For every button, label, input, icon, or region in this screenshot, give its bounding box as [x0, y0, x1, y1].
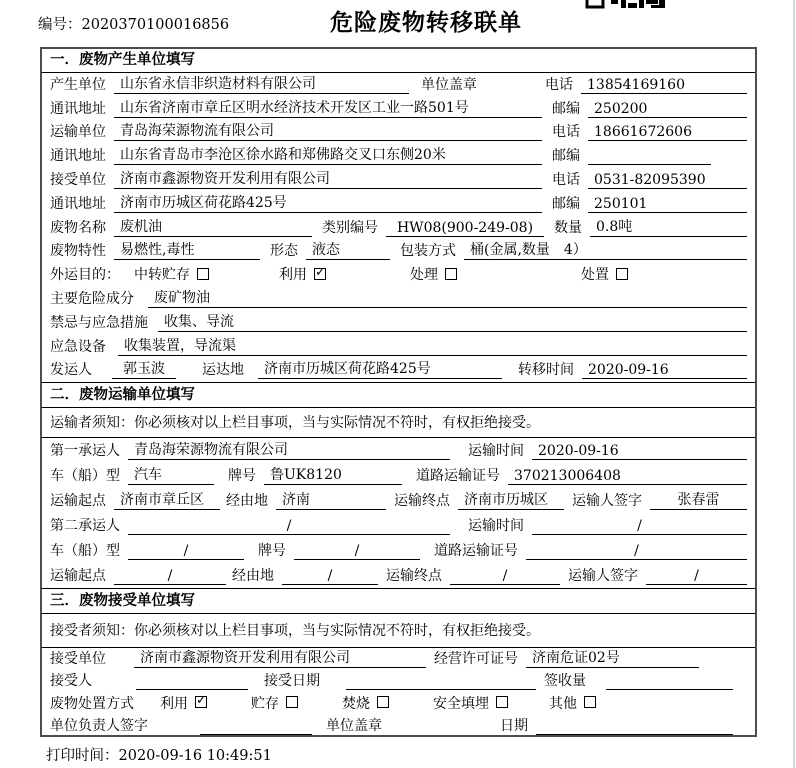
vehicle-type1-label: 车（船）型 — [50, 468, 120, 485]
receiver-notice: 接受者须知：你必须核对以上栏目事项，当与实际情况不符时，有权拒绝接受。 — [42, 614, 755, 648]
option-reuse-label: 利用 — [279, 267, 307, 284]
end1-label: 运输终点 — [394, 493, 450, 510]
accept-date-value — [346, 673, 536, 690]
section2-header: 二．废物运输单位填写 — [42, 382, 755, 408]
first-carrier-value: 青岛海荣源物流有限公司 — [128, 439, 450, 460]
plate2-value: / — [294, 543, 420, 560]
hazard-component-row — [42, 287, 755, 311]
road-license1-label: 道路运输证号 — [416, 468, 500, 485]
plate2-label: 牌号 — [258, 543, 286, 560]
acceptor-value — [136, 673, 248, 690]
transfer-date-value: 2020-09-16 — [582, 362, 747, 379]
checkbox-reuse-icon — [314, 268, 326, 280]
checkbox-disposal-incinerate-icon — [377, 696, 389, 708]
vehicle-type2-value: / — [128, 543, 244, 560]
serial-label: 编号： — [38, 17, 82, 33]
hazard-component-value: 废矿物油 — [148, 287, 747, 308]
second-carrier-value: / — [128, 518, 450, 535]
producer-zip-value: 250200 — [588, 101, 747, 118]
road-license2-label: 道路运输证号 — [434, 543, 518, 560]
permit-label: 经营许可证号 — [434, 650, 518, 667]
disposal-option-landfill — [433, 693, 508, 713]
receiver-address-label: 通讯地址 — [50, 195, 106, 212]
hazard-component-label: 主要危险成分 — [50, 290, 134, 307]
checkbox-disposal-storage-icon — [286, 696, 298, 708]
option-reuse — [279, 264, 326, 284]
origin2-label: 运输起点 — [50, 568, 106, 585]
date-value — [536, 718, 733, 735]
carrier-sign2-label: 运输人签字 — [568, 568, 638, 585]
via2-value: / — [282, 568, 378, 585]
waste-character-value: 易燃性,毒性 — [114, 239, 260, 260]
manager-sign-value — [200, 718, 312, 735]
destination-value: 济南市历城区荷花路425号 — [258, 358, 502, 379]
consignor-value: 郭玉波 — [112, 358, 176, 379]
category-label: 类别编号 — [322, 219, 378, 236]
date-label: 日期 — [500, 717, 528, 734]
option-treat-label: 处理 — [410, 267, 438, 284]
consignor-row — [42, 359, 755, 383]
manager-sign-row — [42, 716, 755, 738]
receiver-value: 济南市鑫源物资开发利用有限公司 — [114, 168, 542, 189]
transporter-address-value: 山东省青岛市李沧区徐水路和郑佛路交叉口东侧20米 — [114, 144, 542, 165]
road-license2-value: / — [526, 543, 747, 560]
taboo-measures-row — [42, 311, 755, 335]
qr-code-fragment — [585, 0, 665, 11]
vehicle-type2-label: 车（船）型 — [50, 543, 120, 560]
taboo-measures-value: 收集、导流 — [158, 311, 747, 332]
print-time — [46, 744, 272, 765]
producer-phone-label: 电话 — [545, 76, 573, 93]
consignor-label: 发运人 — [50, 362, 92, 379]
receiver-phone-label: 电话 — [552, 171, 580, 188]
disposal-option-incinerate — [342, 693, 389, 713]
producer-row — [42, 73, 755, 97]
category-value: HW08(900-249-08) — [386, 220, 544, 237]
disposal-option-other — [549, 693, 596, 713]
producer-address-row — [42, 97, 755, 121]
receiver-zip-value: 250101 — [588, 196, 747, 213]
disposal-method-label: 废物处置方式 — [50, 695, 134, 712]
disposal-other-label: 其他 — [549, 695, 577, 712]
section3-header: 三．废物接受单位填写 — [42, 588, 755, 614]
carrier-sign1-value: 张春雷 — [650, 489, 747, 510]
via2-label: 经由地 — [232, 568, 274, 585]
checkbox-disposal-reuse-icon — [195, 696, 207, 708]
unit-seal-label: 单位盖章 — [421, 76, 477, 93]
transport-time1-label: 运输时间 — [468, 443, 524, 460]
origin1-value: 济南市章丘区 — [114, 489, 220, 510]
emergency-equipment-value: 收集装置，导流渠 — [118, 335, 747, 356]
producer-label: 产生单位 — [50, 76, 106, 93]
producer-phone-value: 13854169160 — [581, 77, 747, 94]
disposal-method-row — [42, 693, 755, 715]
transfer-form-table — [40, 47, 757, 737]
taboo-measures-label: 禁忌与应急措施 — [50, 314, 148, 331]
checkbox-disposal-other-icon — [584, 696, 596, 708]
carrier-sign2-value: / — [646, 568, 747, 585]
accept-date-label: 接受日期 — [264, 673, 320, 690]
transporter-zip-label: 邮编 — [552, 148, 580, 165]
packing-value: 桶(金属,数量 4） — [464, 239, 747, 260]
page-title: 危险废物转移联单 — [330, 10, 522, 36]
end2-value: / — [450, 568, 560, 585]
second-carrier-row — [42, 513, 755, 538]
print-time-value: 2020-09-16 10:49:51 — [118, 748, 272, 764]
origin1-label: 运输起点 — [50, 493, 106, 510]
serial-value: 2020370100016856 — [81, 17, 230, 33]
accept-unit-value: 济南市鑫源物资开发利用有限公司 — [134, 647, 426, 668]
transport-time2-label: 运输时间 — [468, 518, 524, 535]
transporter-row — [42, 121, 755, 145]
transporter-zip-value — [588, 148, 711, 165]
unit-seal2-label: 单位盖章 — [326, 717, 382, 734]
form-state-value: 液态 — [306, 239, 390, 260]
disposal-landfill-label: 安全填埋 — [433, 695, 489, 712]
vehicle2-row — [42, 538, 755, 563]
transporter-value: 青岛海荣源物流有限公司 — [114, 120, 542, 141]
end1-value: 济南市历城区 — [458, 489, 564, 510]
permit-value: 济南危证02号 — [526, 647, 699, 668]
producer-zip-label: 邮编 — [552, 100, 580, 117]
receipt-quantity-label: 签收量 — [544, 673, 586, 690]
first-carrier-row — [42, 438, 755, 463]
disposal-option-reuse — [160, 693, 207, 713]
producer-address-label: 通讯地址 — [50, 100, 106, 117]
waste-name-label: 废物名称 — [50, 219, 106, 236]
manager-sign-label: 单位负责人签字 — [50, 717, 148, 734]
option-treat — [410, 264, 457, 284]
serial-number — [38, 13, 229, 34]
quantity-value: 0.8吨 — [590, 216, 747, 237]
waste-character-row — [42, 240, 755, 264]
checkbox-treat-icon — [445, 268, 457, 280]
receiver-label: 接受单位 — [50, 171, 106, 188]
road-license1-value: 370213006408 — [508, 468, 747, 485]
receiver-zip-label: 邮编 — [552, 195, 580, 212]
waste-name-row — [42, 216, 755, 240]
disposal-incinerate-label: 焚烧 — [342, 695, 370, 712]
packing-label: 包装方式 — [400, 243, 456, 260]
plate1-value: 鲁UK8120 — [264, 464, 402, 485]
transporter-phone-label: 电话 — [552, 124, 580, 141]
transporter-address-label: 通讯地址 — [50, 148, 106, 165]
option-dispose — [581, 264, 628, 284]
accept-unit-label: 接受单位 — [50, 650, 106, 667]
acceptor-row — [42, 671, 755, 693]
transport-time1-value: 2020-09-16 — [532, 443, 747, 460]
option-transfer-storage-label: 中转贮存 — [134, 267, 190, 284]
receiver-row — [42, 168, 755, 192]
producer-value: 山东省永信非织造材料有限公司 — [114, 73, 409, 94]
window-edge-line — [793, 0, 795, 768]
via1-value: 济南 — [276, 489, 386, 510]
vehicle1-row — [42, 463, 755, 488]
second-carrier-label: 第二承运人 — [50, 518, 120, 535]
section1-header: 一．废物产生单位填写 — [42, 49, 755, 73]
disposal-option-storage — [251, 693, 298, 713]
receipt-quantity-value — [606, 673, 733, 690]
accept-unit-row — [42, 648, 755, 670]
transporter-notice: 运输者须知：你必须核对以上栏目事项，当与实际情况不符时，有权拒绝接受。 — [42, 408, 755, 438]
route1-row — [42, 488, 755, 513]
origin2-value: / — [114, 568, 226, 585]
acceptor-label: 接受人 — [50, 673, 92, 690]
transporter-phone-value: 18661672606 — [588, 124, 747, 141]
waste-name-value: 废机油 — [114, 216, 312, 237]
receiver-address-row — [42, 192, 755, 216]
checkbox-transfer-storage-icon — [197, 268, 209, 280]
route2-row — [42, 563, 755, 588]
transfer-date-label: 转移时间 — [518, 362, 574, 379]
transport-time2-value: / — [532, 518, 747, 535]
disposal-reuse-label: 利用 — [160, 695, 188, 712]
checkbox-disposal-landfill-icon — [496, 696, 508, 708]
emergency-equipment-row — [42, 335, 755, 359]
receiver-phone-value: 0531-82095390 — [588, 172, 747, 189]
producer-address-value: 山东省济南市章丘区明水经济技术开发区工业一路501号 — [114, 97, 542, 118]
checkbox-dispose-icon — [616, 268, 628, 280]
via1-label: 经由地 — [226, 493, 268, 510]
transporter-label: 运输单位 — [50, 124, 106, 141]
carrier-sign1-label: 运输人签字 — [572, 493, 642, 510]
receiver-address-value: 济南市历城区荷花路425号 — [114, 192, 542, 213]
vehicle-type1-value: 汽车 — [128, 464, 214, 485]
destination-label: 运达地 — [202, 362, 244, 379]
print-time-label: 打印时间： — [46, 748, 119, 764]
end2-label: 运输终点 — [386, 568, 442, 585]
plate1-label: 牌号 — [228, 468, 256, 485]
option-transfer-storage — [134, 264, 209, 284]
purpose-row — [42, 263, 755, 287]
transporter-address-row — [42, 144, 755, 168]
waste-character-label: 废物特性 — [50, 243, 106, 260]
purpose-label: 外运目的： — [50, 267, 120, 284]
option-dispose-label: 处置 — [581, 267, 609, 284]
form-state-label: 形态 — [270, 243, 298, 260]
quantity-label: 数量 — [554, 219, 582, 236]
first-carrier-label: 第一承运人 — [50, 443, 120, 460]
emergency-equipment-label: 应急设备 — [50, 338, 106, 355]
disposal-storage-label: 贮存 — [251, 695, 279, 712]
